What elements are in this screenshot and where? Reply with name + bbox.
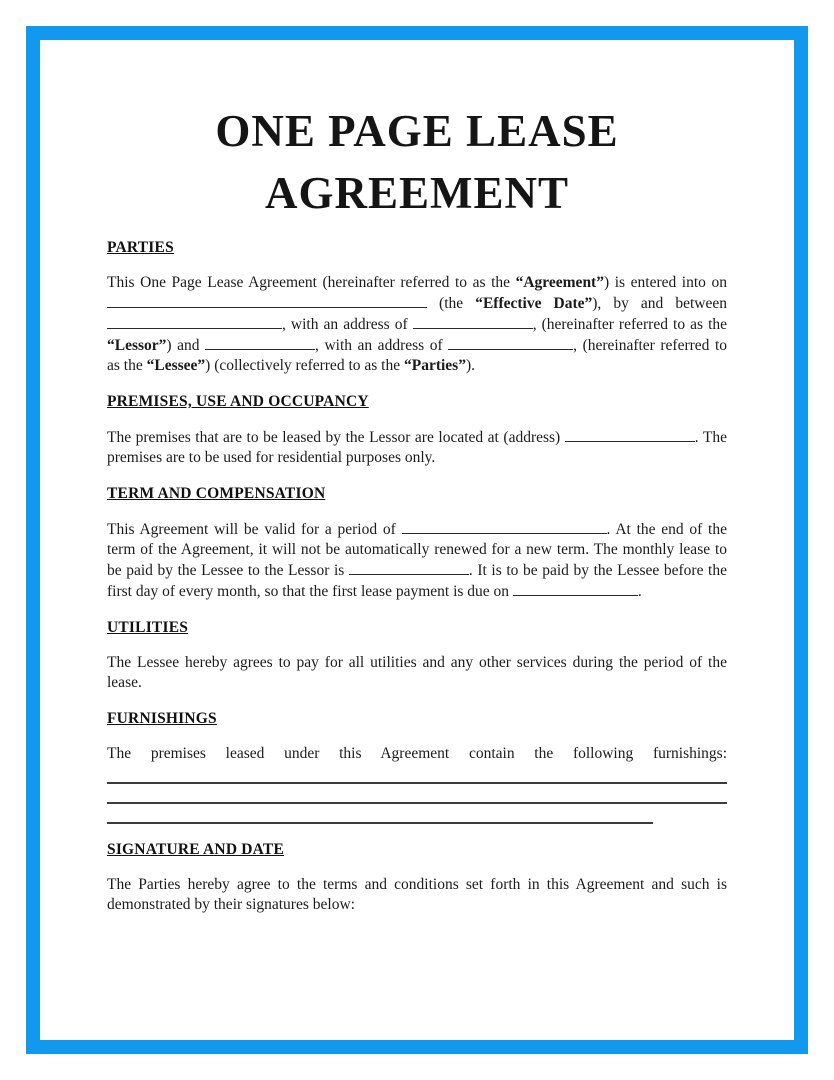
blank-field [565,427,695,442]
blank-field [349,560,469,575]
section-parties-paragraph: This One Page Lease Agreement (hereinafter referred to as the “Agreement”) is entered into on (the “Effective Date”), by and between , with an address of , (hereinafter referred to as the “Lessor”) and , with an address of , (hereinafter referred to as the “Lessee”) (collectively referred to as the “Parties”). [107,274,727,374]
defined-term: “Agreement” [515,274,604,291]
blank-field [107,314,282,329]
section-parties [107,238,727,376]
section-furnishings [107,709,727,824]
section-heading-premises: PREMISES, USE AND OCCUPANCY [107,393,369,410]
blank-field [402,519,607,534]
blank-field [513,581,638,596]
document-title-line2: AGREEMENT [264,168,570,218]
section-term-paragraph: This Agreement will be valid for a period of . At the end of the term of the Agreement, it will not be automatically renewed for a new term. The monthly lease to be paid by the Lessee to the Lessor is . It is to be paid by the Lessee before the first day of every month, so that the first lease payment is due on . [107,521,727,600]
section-utilities-paragraph: The Lessee hereby agrees to pay for all utilities and any other services during the period of the lease. [107,654,727,691]
document-sections [107,238,727,915]
section-furnishings-paragraph: The premises leased under this Agreement contain the following furnishings: [107,745,727,762]
blank-rule-line [107,784,727,804]
section-heading-parties: PARTIES [107,239,174,256]
defined-term: “Lessee” [146,357,206,374]
section-utilities [107,618,727,693]
defined-term: “Lessor” [107,337,167,354]
section-heading-signature: SIGNATURE AND DATE [107,841,284,858]
section-premises [107,392,727,468]
blank-rule-line [107,804,653,824]
lease-document-page [107,40,727,915]
section-heading-term: TERM AND COMPENSATION [107,485,326,502]
document-title-line1: ONE PAGE LEASE [215,106,619,156]
defined-term: “Effective Date” [475,295,593,312]
defined-term: “Parties” [403,357,466,374]
section-heading-utilities: UTILITIES [107,619,189,636]
blank-field [205,335,315,350]
blank-field [448,335,573,350]
section-heading-furnishings: FURNISHINGS [107,710,217,727]
section-signature-paragraph: The Parties hereby agree to the terms and conditions set forth in this Agreement and such is demonstrated by their signatures below: [107,876,727,913]
section-premises-paragraph: The premises that are to be leased by the Lessor are located at (address) . The premises are to be used for residential purposes only. [107,429,727,466]
blank-rule-line [107,764,727,784]
blank-field [107,293,427,308]
section-signature [107,840,727,915]
document-title [107,100,727,224]
blank-field [413,314,533,329]
section-term [107,484,727,602]
